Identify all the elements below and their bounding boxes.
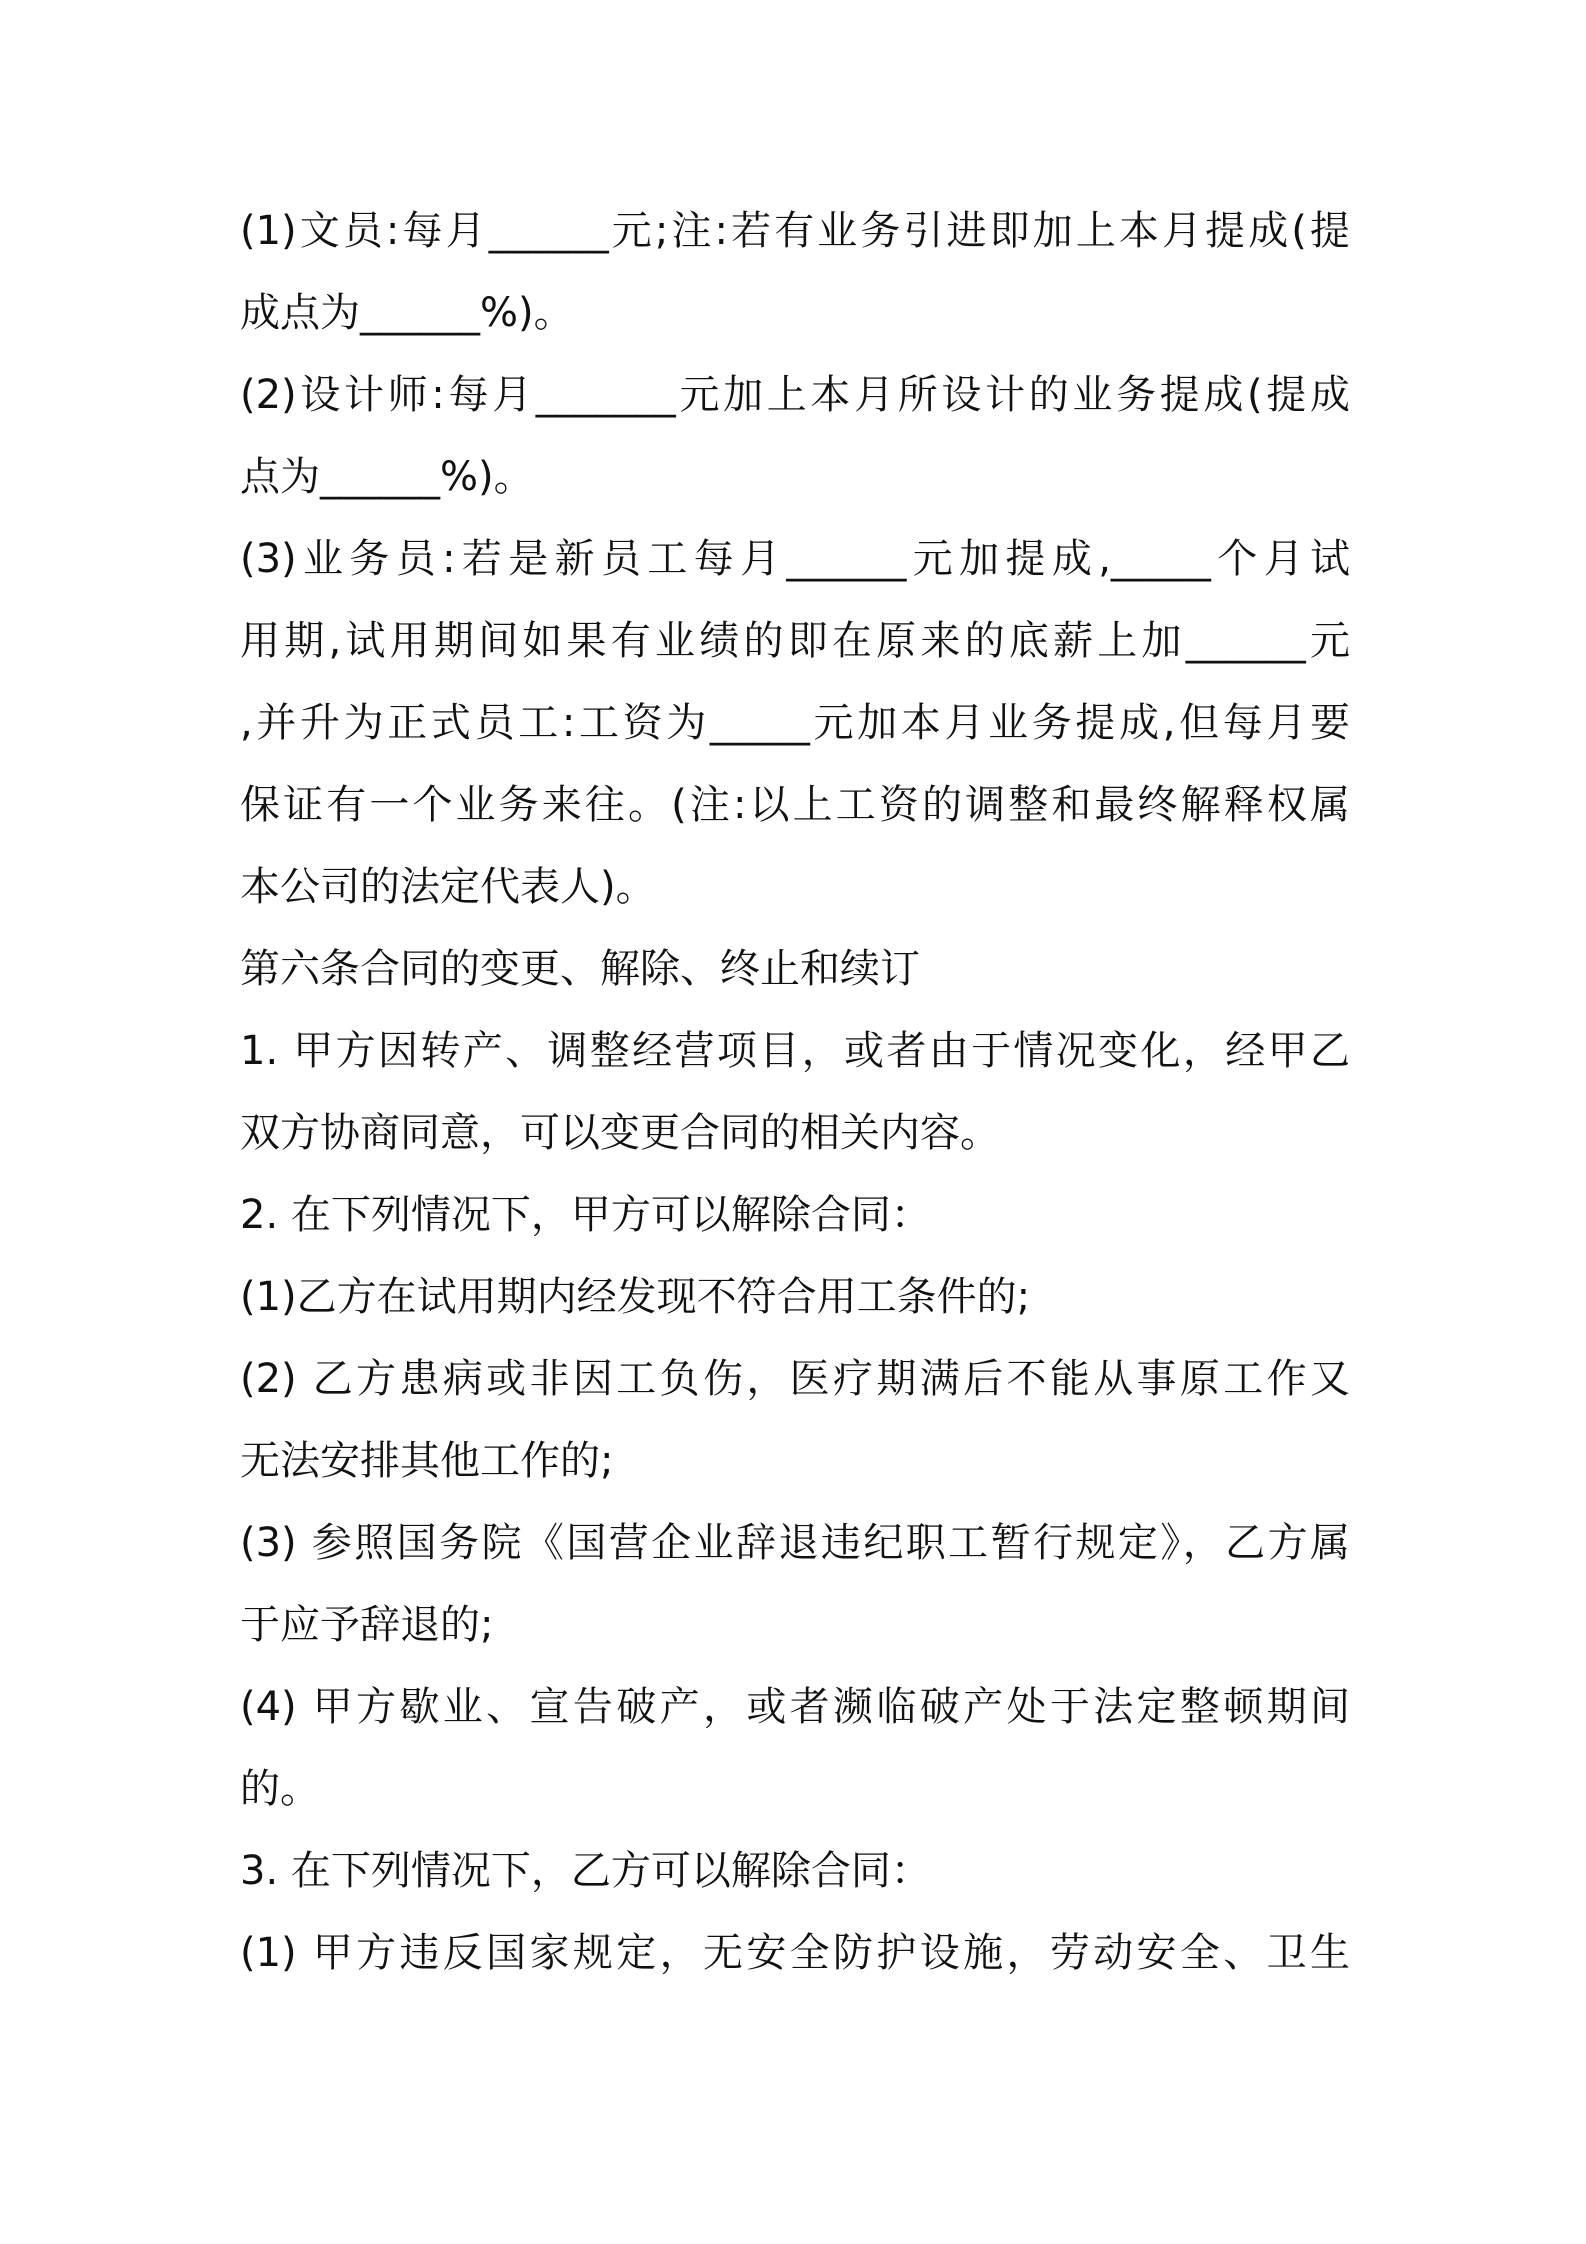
text-line: 双方协商同意，可以变更合同的相关内容。 <box>240 1110 1000 1156</box>
document-body <box>240 190 1350 1994</box>
text-line: ,并升为正式员工:工资为_____元加本月业务提成,但每月要 <box>240 700 1350 746</box>
text-line: 无法安排其他工作的; <box>240 1438 614 1484</box>
text-line: (3)业务员:若是新员工每月______元加提成,_____个月试 <box>240 536 1350 582</box>
text-line: (2) 乙方患病或非因工负伤，医疗期满后不能从事原工作又 <box>240 1356 1350 1402</box>
text-line: 用期,试用期间如果有业绩的即在原来的底薪上加______元 <box>240 618 1350 664</box>
text-line: 1. 甲方因转产、调整经营项目，或者由于情况变化，经甲乙 <box>240 1028 1350 1074</box>
text-line: 的。 <box>240 1766 320 1812</box>
text-line: (1) 甲方违反国家规定，无安全防护设施，劳动安全、卫生 <box>240 1930 1350 1976</box>
text-line: 本公司的法定代表人)。 <box>240 864 656 910</box>
text-line: (2)设计师:每月_______元加上本月所设计的业务提成(提成 <box>240 372 1350 418</box>
text-line: 点为______%)。 <box>240 454 534 500</box>
section-heading: 第六条合同的变更、解除、终止和续订 <box>240 946 920 992</box>
text-line: 保证有一个业务来往。(注:以上工资的调整和最终解释权属 <box>240 782 1350 828</box>
text-line: (4) 甲方歇业、宣告破产，或者濒临破产处于法定整顿期间 <box>240 1684 1350 1730</box>
text-line: (3) 参照国务院《国营企业辞退违纪职工暂行规定》，乙方属 <box>240 1520 1350 1566</box>
text-line: (1)乙方在试用期内经发现不符合用工条件的; <box>240 1274 1031 1320</box>
text-line: 成点为______%)。 <box>240 290 574 336</box>
text-line: 于应予辞退的; <box>240 1602 494 1648</box>
text-line: (1)文员:每月______元;注:若有业务引进即加上本月提成(提 <box>240 208 1350 254</box>
text-line: 2. 在下列情况下，甲方可以解除合同： <box>240 1192 931 1238</box>
text-line: 3. 在下列情况下，乙方可以解除合同： <box>240 1848 931 1894</box>
